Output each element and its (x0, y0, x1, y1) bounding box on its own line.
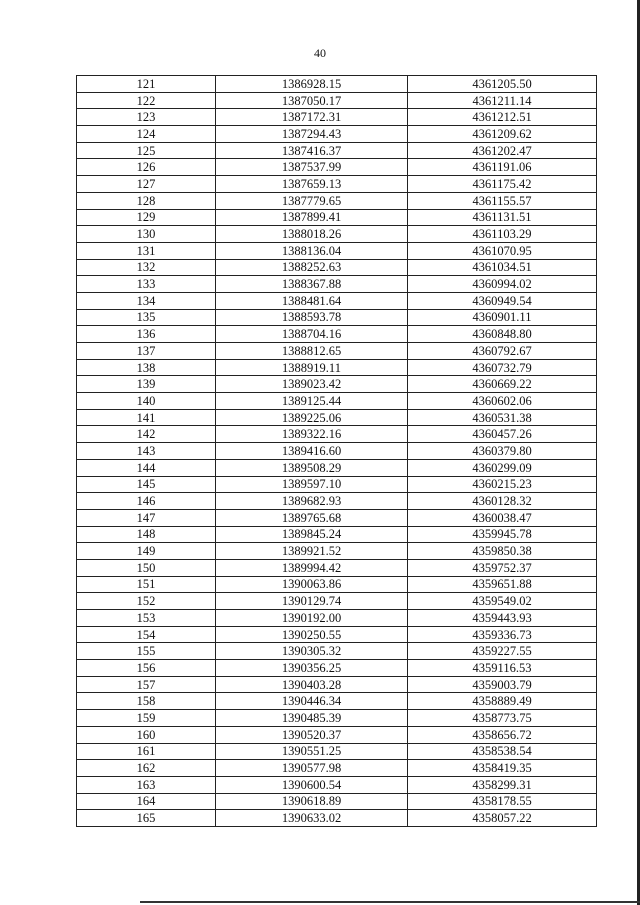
point-number-cell: 154 (77, 626, 216, 643)
y-coordinate-cell: 4360038.47 (408, 509, 597, 526)
x-coordinate-cell: 1390577.98 (216, 760, 408, 777)
point-number-cell: 140 (77, 393, 216, 410)
x-coordinate-cell: 1386928.15 (216, 76, 408, 93)
y-coordinate-cell: 4359336.73 (408, 626, 597, 643)
y-coordinate-cell: 4360792.67 (408, 343, 597, 360)
table-row (77, 209, 597, 226)
point-number-cell: 160 (77, 726, 216, 743)
table-row (77, 726, 597, 743)
point-number-cell: 138 (77, 359, 216, 376)
x-coordinate-cell: 1390446.34 (216, 693, 408, 710)
point-number-cell: 150 (77, 559, 216, 576)
x-coordinate-cell: 1389682.93 (216, 493, 408, 510)
point-number-cell: 132 (77, 259, 216, 276)
x-coordinate-cell: 1388593.78 (216, 309, 408, 326)
table-row (77, 343, 597, 360)
table-row (77, 359, 597, 376)
x-coordinate-cell: 1388704.16 (216, 326, 408, 343)
y-coordinate-cell: 4359549.02 (408, 593, 597, 610)
x-coordinate-cell: 1389994.42 (216, 559, 408, 576)
page-edge-bottom (140, 901, 640, 903)
y-coordinate-cell: 4360299.09 (408, 459, 597, 476)
point-number-cell: 139 (77, 376, 216, 393)
table-row (77, 710, 597, 727)
y-coordinate-cell: 4361131.51 (408, 209, 597, 226)
point-number-cell: 121 (77, 76, 216, 93)
point-number-cell: 128 (77, 192, 216, 209)
x-coordinate-cell: 1390305.32 (216, 643, 408, 660)
table-row (77, 159, 597, 176)
table-row (77, 76, 597, 93)
y-coordinate-cell: 4358538.54 (408, 743, 597, 760)
y-coordinate-cell: 4359850.38 (408, 543, 597, 560)
y-coordinate-cell: 4358889.49 (408, 693, 597, 710)
table-row (77, 626, 597, 643)
y-coordinate-cell: 4360949.54 (408, 292, 597, 309)
point-number-cell: 152 (77, 593, 216, 610)
y-coordinate-cell: 4361070.95 (408, 242, 597, 259)
point-number-cell: 146 (77, 493, 216, 510)
table-row (77, 743, 597, 760)
x-coordinate-cell: 1387899.41 (216, 209, 408, 226)
point-number-cell: 165 (77, 810, 216, 827)
x-coordinate-cell: 1387537.99 (216, 159, 408, 176)
y-coordinate-cell: 4359651.88 (408, 576, 597, 593)
y-coordinate-cell: 4361205.50 (408, 76, 597, 93)
point-number-cell: 124 (77, 126, 216, 143)
table-row (77, 393, 597, 410)
point-number-cell: 136 (77, 326, 216, 343)
x-coordinate-cell: 1389597.10 (216, 476, 408, 493)
point-number-cell: 153 (77, 610, 216, 627)
point-number-cell: 148 (77, 526, 216, 543)
x-coordinate-cell: 1388018.26 (216, 226, 408, 243)
y-coordinate-cell: 4361034.51 (408, 259, 597, 276)
table-row (77, 693, 597, 710)
point-number-cell: 122 (77, 92, 216, 109)
y-coordinate-cell: 4361175.42 (408, 176, 597, 193)
point-number-cell: 130 (77, 226, 216, 243)
x-coordinate-cell: 1388919.11 (216, 359, 408, 376)
table-row (77, 760, 597, 777)
point-number-cell: 127 (77, 176, 216, 193)
point-number-cell: 162 (77, 760, 216, 777)
x-coordinate-cell: 1389845.24 (216, 526, 408, 543)
y-coordinate-cell: 4361212.51 (408, 109, 597, 126)
table-row (77, 443, 597, 460)
x-coordinate-cell: 1389921.52 (216, 543, 408, 560)
coordinates-table (76, 75, 597, 827)
point-number-cell: 158 (77, 693, 216, 710)
x-coordinate-cell: 1387659.13 (216, 176, 408, 193)
y-coordinate-cell: 4361209.62 (408, 126, 597, 143)
y-coordinate-cell: 4361202.47 (408, 142, 597, 159)
x-coordinate-cell: 1390063.86 (216, 576, 408, 593)
table-row (77, 109, 597, 126)
table-row (77, 493, 597, 510)
table-row (77, 543, 597, 560)
y-coordinate-cell: 4358178.55 (408, 793, 597, 810)
x-coordinate-cell: 1390250.55 (216, 626, 408, 643)
y-coordinate-cell: 4358419.35 (408, 760, 597, 777)
x-coordinate-cell: 1390520.37 (216, 726, 408, 743)
point-number-cell: 156 (77, 660, 216, 677)
table-row (77, 660, 597, 677)
y-coordinate-cell: 4359443.93 (408, 610, 597, 627)
y-coordinate-cell: 4360215.23 (408, 476, 597, 493)
table-row (77, 226, 597, 243)
point-number-cell: 142 (77, 426, 216, 443)
table-row (77, 126, 597, 143)
table-row (77, 326, 597, 343)
x-coordinate-cell: 1388367.88 (216, 276, 408, 293)
y-coordinate-cell: 4358656.72 (408, 726, 597, 743)
point-number-cell: 163 (77, 776, 216, 793)
x-coordinate-cell: 1388812.65 (216, 343, 408, 360)
table-row (77, 309, 597, 326)
table-row (77, 409, 597, 426)
table-row (77, 242, 597, 259)
y-coordinate-cell: 4359116.53 (408, 660, 597, 677)
point-number-cell: 133 (77, 276, 216, 293)
y-coordinate-cell: 4360531.38 (408, 409, 597, 426)
point-number-cell: 125 (77, 142, 216, 159)
y-coordinate-cell: 4358299.31 (408, 776, 597, 793)
table-row (77, 142, 597, 159)
y-coordinate-cell: 4359945.78 (408, 526, 597, 543)
y-coordinate-cell: 4360669.22 (408, 376, 597, 393)
table-row (77, 559, 597, 576)
y-coordinate-cell: 4360901.11 (408, 309, 597, 326)
x-coordinate-cell: 1390356.25 (216, 660, 408, 677)
table-row (77, 92, 597, 109)
point-number-cell: 155 (77, 643, 216, 660)
x-coordinate-cell: 1388481.64 (216, 292, 408, 309)
table-row (77, 276, 597, 293)
table-row (77, 426, 597, 443)
point-number-cell: 123 (77, 109, 216, 126)
x-coordinate-cell: 1389508.29 (216, 459, 408, 476)
table-row (77, 192, 597, 209)
x-coordinate-cell: 1390129.74 (216, 593, 408, 610)
point-number-cell: 164 (77, 793, 216, 810)
y-coordinate-cell: 4360457.26 (408, 426, 597, 443)
point-number-cell: 143 (77, 443, 216, 460)
point-number-cell: 161 (77, 743, 216, 760)
x-coordinate-cell: 1390633.02 (216, 810, 408, 827)
point-number-cell: 126 (77, 159, 216, 176)
y-coordinate-cell: 4359227.55 (408, 643, 597, 660)
point-number-cell: 135 (77, 309, 216, 326)
y-coordinate-cell: 4361211.14 (408, 92, 597, 109)
point-number-cell: 151 (77, 576, 216, 593)
coordinates-table-body (77, 76, 597, 827)
y-coordinate-cell: 4360848.80 (408, 326, 597, 343)
y-coordinate-cell: 4360994.02 (408, 276, 597, 293)
table-row (77, 526, 597, 543)
x-coordinate-cell: 1387779.65 (216, 192, 408, 209)
x-coordinate-cell: 1390600.54 (216, 776, 408, 793)
point-number-cell: 147 (77, 509, 216, 526)
y-coordinate-cell: 4360602.06 (408, 393, 597, 410)
point-number-cell: 145 (77, 476, 216, 493)
y-coordinate-cell: 4360732.79 (408, 359, 597, 376)
y-coordinate-cell: 4361191.06 (408, 159, 597, 176)
point-number-cell: 159 (77, 710, 216, 727)
table-row (77, 576, 597, 593)
point-number-cell: 144 (77, 459, 216, 476)
point-number-cell: 141 (77, 409, 216, 426)
x-coordinate-cell: 1390485.39 (216, 710, 408, 727)
x-coordinate-cell: 1390551.25 (216, 743, 408, 760)
y-coordinate-cell: 4360128.32 (408, 493, 597, 510)
x-coordinate-cell: 1387294.43 (216, 126, 408, 143)
x-coordinate-cell: 1389225.06 (216, 409, 408, 426)
table-row (77, 176, 597, 193)
point-number-cell: 131 (77, 242, 216, 259)
table-row (77, 509, 597, 526)
x-coordinate-cell: 1387050.17 (216, 92, 408, 109)
y-coordinate-cell: 4360379.80 (408, 443, 597, 460)
point-number-cell: 129 (77, 209, 216, 226)
y-coordinate-cell: 4358057.22 (408, 810, 597, 827)
y-coordinate-cell: 4361155.57 (408, 192, 597, 209)
table-row (77, 292, 597, 309)
x-coordinate-cell: 1389125.44 (216, 393, 408, 410)
y-coordinate-cell: 4361103.29 (408, 226, 597, 243)
x-coordinate-cell: 1388136.04 (216, 242, 408, 259)
point-number-cell: 157 (77, 676, 216, 693)
table-row (77, 476, 597, 493)
y-coordinate-cell: 4359003.79 (408, 676, 597, 693)
table-row (77, 776, 597, 793)
x-coordinate-cell: 1389765.68 (216, 509, 408, 526)
x-coordinate-cell: 1390403.28 (216, 676, 408, 693)
x-coordinate-cell: 1388252.63 (216, 259, 408, 276)
table-row (77, 610, 597, 627)
point-number-cell: 149 (77, 543, 216, 560)
point-number-cell: 134 (77, 292, 216, 309)
x-coordinate-cell: 1390618.89 (216, 793, 408, 810)
table-row (77, 643, 597, 660)
y-coordinate-cell: 4358773.75 (408, 710, 597, 727)
page-number: 40 (314, 46, 326, 60)
table-row (77, 810, 597, 827)
point-number-cell: 137 (77, 343, 216, 360)
x-coordinate-cell: 1387172.31 (216, 109, 408, 126)
x-coordinate-cell: 1389416.60 (216, 443, 408, 460)
table-row (77, 376, 597, 393)
x-coordinate-cell: 1390192.00 (216, 610, 408, 627)
table-row (77, 459, 597, 476)
x-coordinate-cell: 1387416.37 (216, 142, 408, 159)
table-row (77, 259, 597, 276)
table-row (77, 793, 597, 810)
table-row (77, 676, 597, 693)
y-coordinate-cell: 4359752.37 (408, 559, 597, 576)
x-coordinate-cell: 1389322.16 (216, 426, 408, 443)
table-row (77, 593, 597, 610)
x-coordinate-cell: 1389023.42 (216, 376, 408, 393)
